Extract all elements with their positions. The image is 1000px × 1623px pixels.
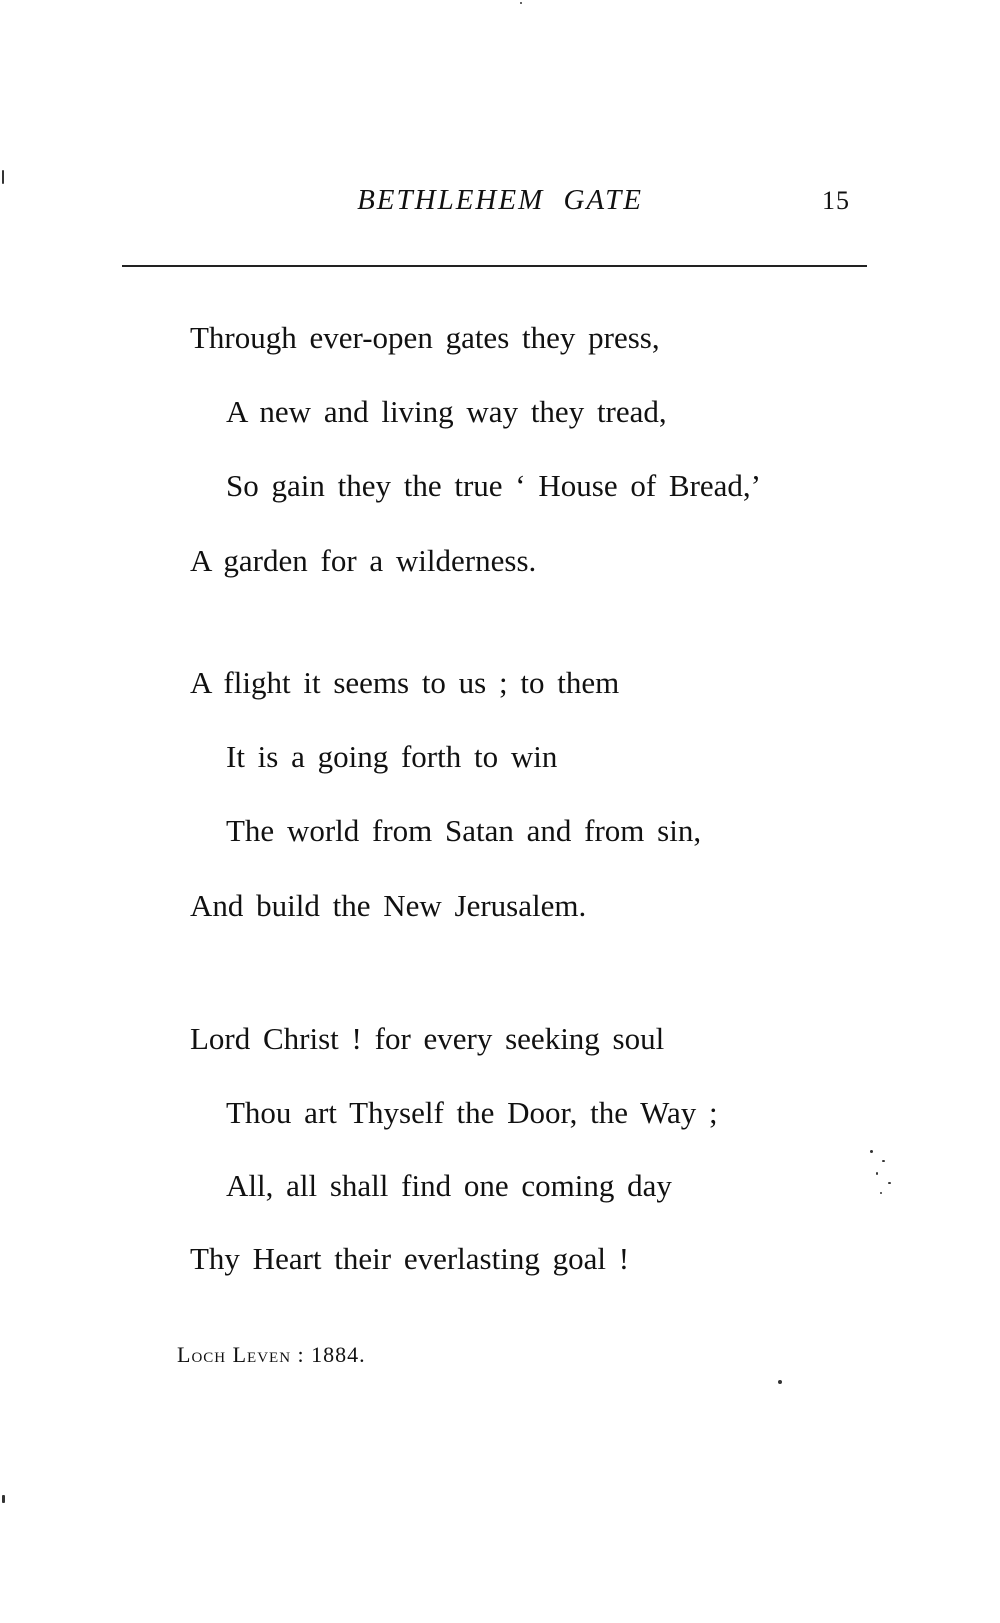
place-date-signature: Loch Leven : 1884. <box>177 1342 366 1367</box>
poem-line: A garden for a wilderness. <box>190 543 537 578</box>
header-rule <box>122 265 867 267</box>
poem-line: Through ever-open gates they press, <box>190 320 660 355</box>
poem-line: So gain they the true ‘ House of Bread,’ <box>226 468 762 503</box>
page-number: 15 <box>822 186 850 215</box>
print-speck <box>870 1150 873 1153</box>
poem-line: Lord Christ ! for every seeking soul <box>190 1021 665 1056</box>
print-speck <box>520 2 522 4</box>
print-speck <box>882 1160 885 1162</box>
poem-line: The world from Satan and from sin, <box>226 813 702 848</box>
poem-line: All, all shall find one coming day <box>226 1168 672 1203</box>
print-speck <box>778 1380 782 1384</box>
print-speck <box>876 1172 878 1175</box>
poem-line: And build the New Jerusalem. <box>190 888 587 923</box>
print-speck <box>2 170 4 184</box>
print-speck <box>888 1182 891 1184</box>
print-speck <box>880 1192 882 1194</box>
poem-line: A flight it seems to us ; to them <box>190 665 620 700</box>
poem-line: Thy Heart their everlasting goal ! <box>190 1241 630 1276</box>
print-speck <box>2 1495 5 1503</box>
poem-line: Thou art Thyself the Door, the Way ; <box>226 1095 718 1130</box>
poem-line: It is a going forth to win <box>226 739 558 774</box>
running-title: BETHLEHEM GATE <box>357 184 643 216</box>
running-head <box>0 180 1000 224</box>
poem-line: A new and living way they tread, <box>226 394 667 429</box>
